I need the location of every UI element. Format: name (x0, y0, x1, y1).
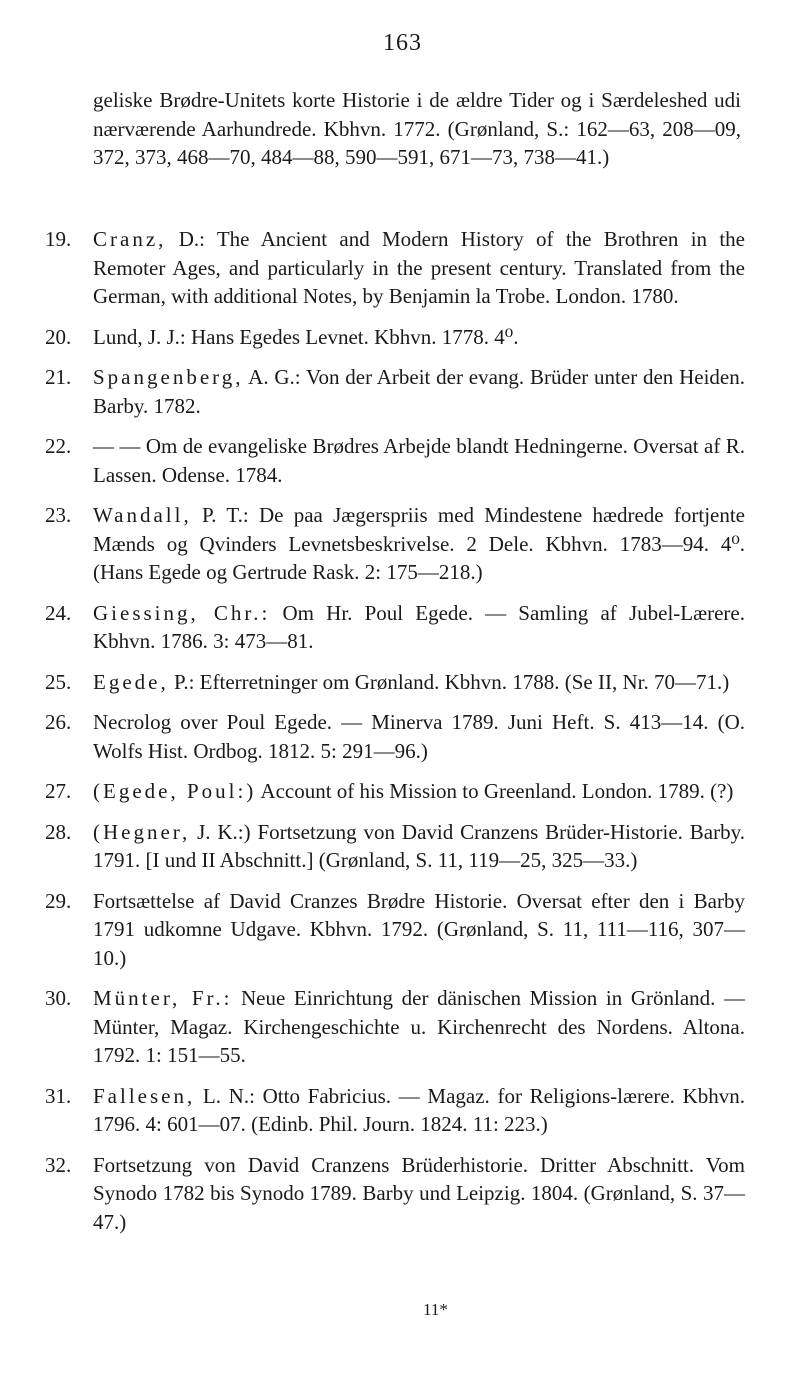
entry-text (93, 323, 745, 352)
entry-30 (45, 984, 745, 1070)
entry-body: J. K.:) Fortsetzung von David Cranzens Brüder-Historie. Barby. 1791. [I und II Abschnitt.] (Grønland, S. 11, 119—25, 325—33.) (93, 819, 745, 872)
entry-body: Om Hr. Poul Egede. — Samling af Jubel-Lærere. Kbhvn. 1786. 3: 473—81. (93, 600, 745, 653)
entry-32 (45, 1151, 745, 1237)
entry-author: Wandall, (93, 503, 192, 527)
entry-31 (45, 1082, 745, 1139)
entry-number: 25. (45, 669, 72, 694)
entry-author: (Hegner, (93, 819, 191, 844)
entry-author: Fallesen, (93, 1083, 196, 1108)
entry-number: 32. (45, 1152, 72, 1177)
entry-text (93, 708, 745, 765)
entry-author: (Egede, Poul:) (93, 779, 257, 803)
entry-26 (45, 708, 745, 765)
signature-mark: 11* (423, 1300, 448, 1319)
entry-author: Cranz, (93, 227, 167, 251)
entry-body: — — Om de evangeliske Brødres Arbejde blandt Hedningerne. Oversat af R. Lassen. Odense. 1784. (93, 434, 745, 487)
entry-number: 24. (45, 600, 72, 625)
entry-text (93, 599, 745, 656)
entry-number: 22. (45, 434, 72, 458)
entry-text (93, 984, 745, 1070)
entry-number: 31. (45, 1083, 72, 1108)
entry-author: Giessing, Chr.: (93, 600, 271, 625)
entry-19 (45, 225, 745, 311)
entry-text (93, 818, 745, 875)
entry-29 (45, 887, 745, 973)
entry-body: L. N.: Otto Fabricius. — Magaz. for Religions-lærere. Kbhvn. 1796. 4: 601—07. (Edinb. Phil. Journ. 1824. 11: 223.) (93, 1083, 745, 1136)
entry-author: Spangenberg, (93, 365, 244, 389)
entry-body: Fortsetzung von David Cranzens Brüderhistorie. Dritter Abschnitt. Vom Synodo 1782 bis Synodo 1789. Barby und Leipzig. 1804. (Grønland, S. 37—47.) (93, 1152, 745, 1234)
entry-number: 20. (45, 324, 72, 349)
entry-body: A. G.: Von der Arbeit der evang. Brüder unter den Heiden. Barby. 1782. (93, 365, 745, 418)
entry-author: Egede, (93, 669, 169, 694)
entry-body: P. T.: De paa Jægerspriis med Mindestene hædrede fortjente Mænds og Qvinders Levnetsbeskrivelse. 2 Dele. Kbhvn. 1783—94. 4⁰. (Hans Egede og Gertrude Rask. 2: 175—218.) (93, 503, 745, 584)
entry-text (93, 363, 745, 420)
entry-22 (45, 432, 745, 489)
entry-23 (45, 501, 745, 587)
entry-body: D.: The Ancient and Modern History of the Brothren in the Remoter Ages, and particularly in the present century. Translated from the German, with additional Notes, by Benjamin la Trobe. London. 1780. (93, 227, 745, 308)
entry-author: Münter, Fr.: (93, 986, 233, 1010)
entry-number: 29. (45, 888, 72, 913)
entry-24 (45, 599, 745, 656)
entry-27 (45, 777, 745, 806)
entry-number: 26. (45, 710, 72, 734)
entry-text (93, 1082, 745, 1139)
entry-number: 28. (45, 819, 72, 844)
entry-body: Necrolog over Poul Egede. — Minerva 1789. Juni Heft. S. 413—14. (O. Wolfs Hist. Ordbog. 1812. 5: 291—96.) (93, 710, 745, 763)
entry-number: 27. (45, 779, 72, 803)
entry-28 (45, 818, 745, 875)
intro-paragraph: geliske Brødre-Unitets korte Historie i de ældre Tider og i Særdeleshed udi nærværende Aarhundrede. Kbhvn. 1772. (Grønland, S.: 162—63, 208—09, 372, 373, 468—70, 484—88, 590—591, 671—73, 738—41.) (93, 88, 741, 169)
entry-body: Fortsættelse af David Cranzes Brødre Historie. Oversat efter den i Barby 1791 udkomne Udgave. Kbhvn. 1792. (Grønland, S. 11, 111—116, 307—10.) (93, 888, 745, 970)
entry-21 (45, 363, 745, 420)
page-number: 163 (383, 30, 422, 56)
entry-body: P.: Efterretninger om Grønland. Kbhvn. 1788. (Se II, Nr. 70—71.) (168, 669, 730, 694)
entry-body: Lund, J. J.: Hans Egedes Levnet. Kbhvn. 1778. 4⁰. (93, 324, 519, 349)
entry-body: Neue Einrichtung der dänischen Mission in Grönland. — Münter, Magaz. Kirchengeschichte u. Kirchenrecht des Nordens. Altona. 1792. 1: 151—55. (93, 986, 745, 1067)
entry-text (93, 668, 745, 697)
entry-text (93, 887, 745, 973)
entry-text (93, 501, 745, 587)
entry-25 (45, 668, 745, 697)
entry-20 (45, 323, 745, 352)
entry-body: Account of his Mission to Greenland. London. 1789. (?) (256, 779, 734, 803)
entry-number: 21. (45, 365, 72, 389)
entry-text (93, 777, 745, 806)
entry-number: 30. (45, 986, 72, 1010)
entry-text (93, 225, 745, 311)
bibliography-list (45, 225, 745, 1248)
entry-text (93, 432, 745, 489)
entry-text (93, 1151, 745, 1237)
entry-number: 23. (45, 503, 72, 527)
entry-number: 19. (45, 227, 72, 251)
